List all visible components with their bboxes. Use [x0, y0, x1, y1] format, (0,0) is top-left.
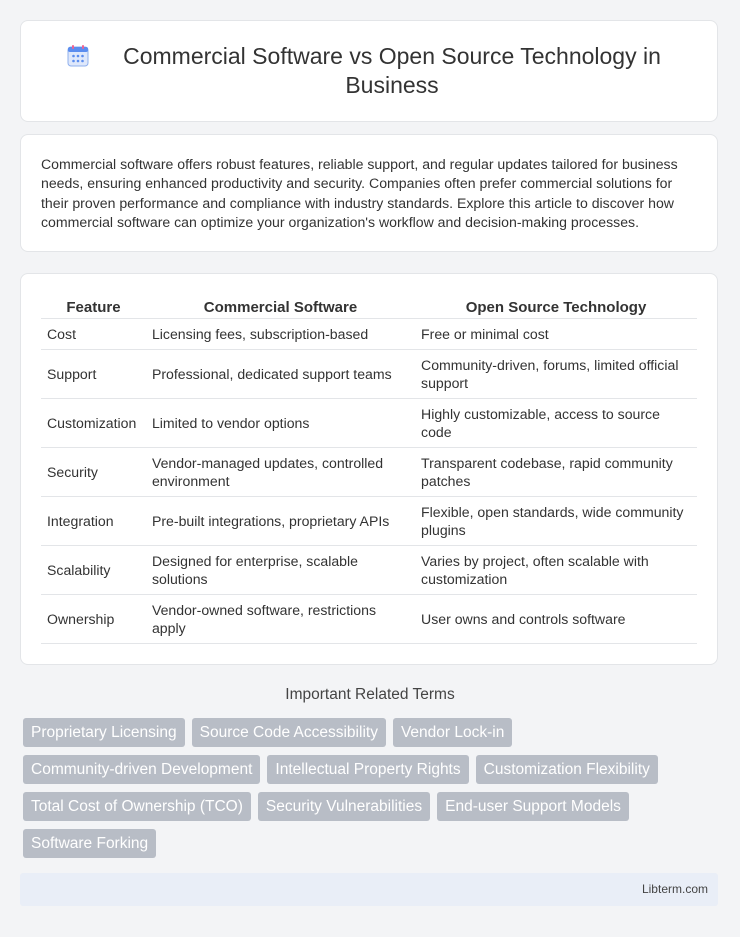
commercial-cell: Vendor-managed updates, controlled environment: [146, 448, 415, 497]
table-row: [41, 399, 697, 448]
feature-cell: Security: [41, 448, 146, 497]
open-source-cell: Transparent codebase, rapid community patches: [415, 448, 697, 497]
header: [49, 42, 689, 100]
related-term-tag[interactable]: Security Vulnerabilities: [258, 792, 430, 821]
related-terms-list: [23, 718, 723, 866]
page-title: Commercial Software vs Open Source Technology in Business: [123, 43, 661, 98]
related-term-tag[interactable]: Vendor Lock-in: [393, 718, 512, 747]
related-term-tag[interactable]: Customization Flexibility: [476, 755, 658, 784]
feature-cell: Cost: [41, 319, 146, 350]
open-source-cell: Varies by project, often scalable with customization: [415, 546, 697, 595]
commercial-cell: Licensing fees, subscription-based: [146, 319, 415, 350]
open-source-cell: User owns and controls software: [415, 595, 697, 644]
comparison-table: [41, 295, 697, 644]
header-open-source: Open Source Technology: [415, 295, 697, 319]
related-term-tag[interactable]: Software Forking: [23, 829, 156, 858]
open-source-cell: Highly customizable, access to source code: [415, 399, 697, 448]
comparison-table-card: [20, 273, 718, 665]
related-term-tag[interactable]: Proprietary Licensing: [23, 718, 185, 747]
feature-cell: Scalability: [41, 546, 146, 595]
table-row: [41, 448, 697, 497]
footer-site-link[interactable]: Libterm.com: [641, 882, 708, 896]
related-term-tag[interactable]: Community-driven Development: [23, 755, 260, 784]
related-term-tag[interactable]: Source Code Accessibility: [192, 718, 386, 747]
commercial-cell: Vendor-owned software, restrictions apply: [146, 595, 415, 644]
commercial-cell: Limited to vendor options: [146, 399, 415, 448]
open-source-cell: Free or minimal cost: [415, 319, 697, 350]
feature-cell: Integration: [41, 497, 146, 546]
table-row: [41, 595, 697, 644]
commercial-cell: Pre-built integrations, proprietary APIs: [146, 497, 415, 546]
intro-text: Commercial software offers robust features, reliable support, and regular updates tailored for business needs, ensuring enhanced productivity and security. Companies often prefer commercial solutions for their proven performance and compliance with industry standards. Explore this article to discover how commercial software can optimize your organization's workflow and decision-making processes.: [41, 156, 678, 230]
footer: [20, 873, 718, 906]
commercial-cell: Professional, dedicated support teams: [146, 350, 415, 399]
open-source-cell: Community-driven, forums, limited official support: [415, 350, 697, 399]
feature-cell: Customization: [41, 399, 146, 448]
table-row: [41, 350, 697, 399]
calendar-icon: [66, 44, 90, 68]
feature-cell: Ownership: [41, 595, 146, 644]
table-row: [41, 319, 697, 350]
header-feature: Feature: [41, 295, 146, 319]
related-term-tag[interactable]: End-user Support Models: [437, 792, 629, 821]
related-terms-title: Important Related Terms: [285, 686, 455, 703]
table-row: [41, 546, 697, 595]
related-term-tag[interactable]: Total Cost of Ownership (TCO): [23, 792, 251, 821]
open-source-cell: Flexible, open standards, wide community plugins: [415, 497, 697, 546]
feature-cell: Support: [41, 350, 146, 399]
header-commercial-software: Commercial Software: [146, 295, 415, 319]
table-header-row: [41, 295, 697, 319]
commercial-cell: Designed for enterprise, scalable solutions: [146, 546, 415, 595]
table-row: [41, 497, 697, 546]
intro-card: [20, 134, 718, 252]
related-term-tag[interactable]: Intellectual Property Rights: [267, 755, 468, 784]
header-card: [20, 20, 718, 122]
